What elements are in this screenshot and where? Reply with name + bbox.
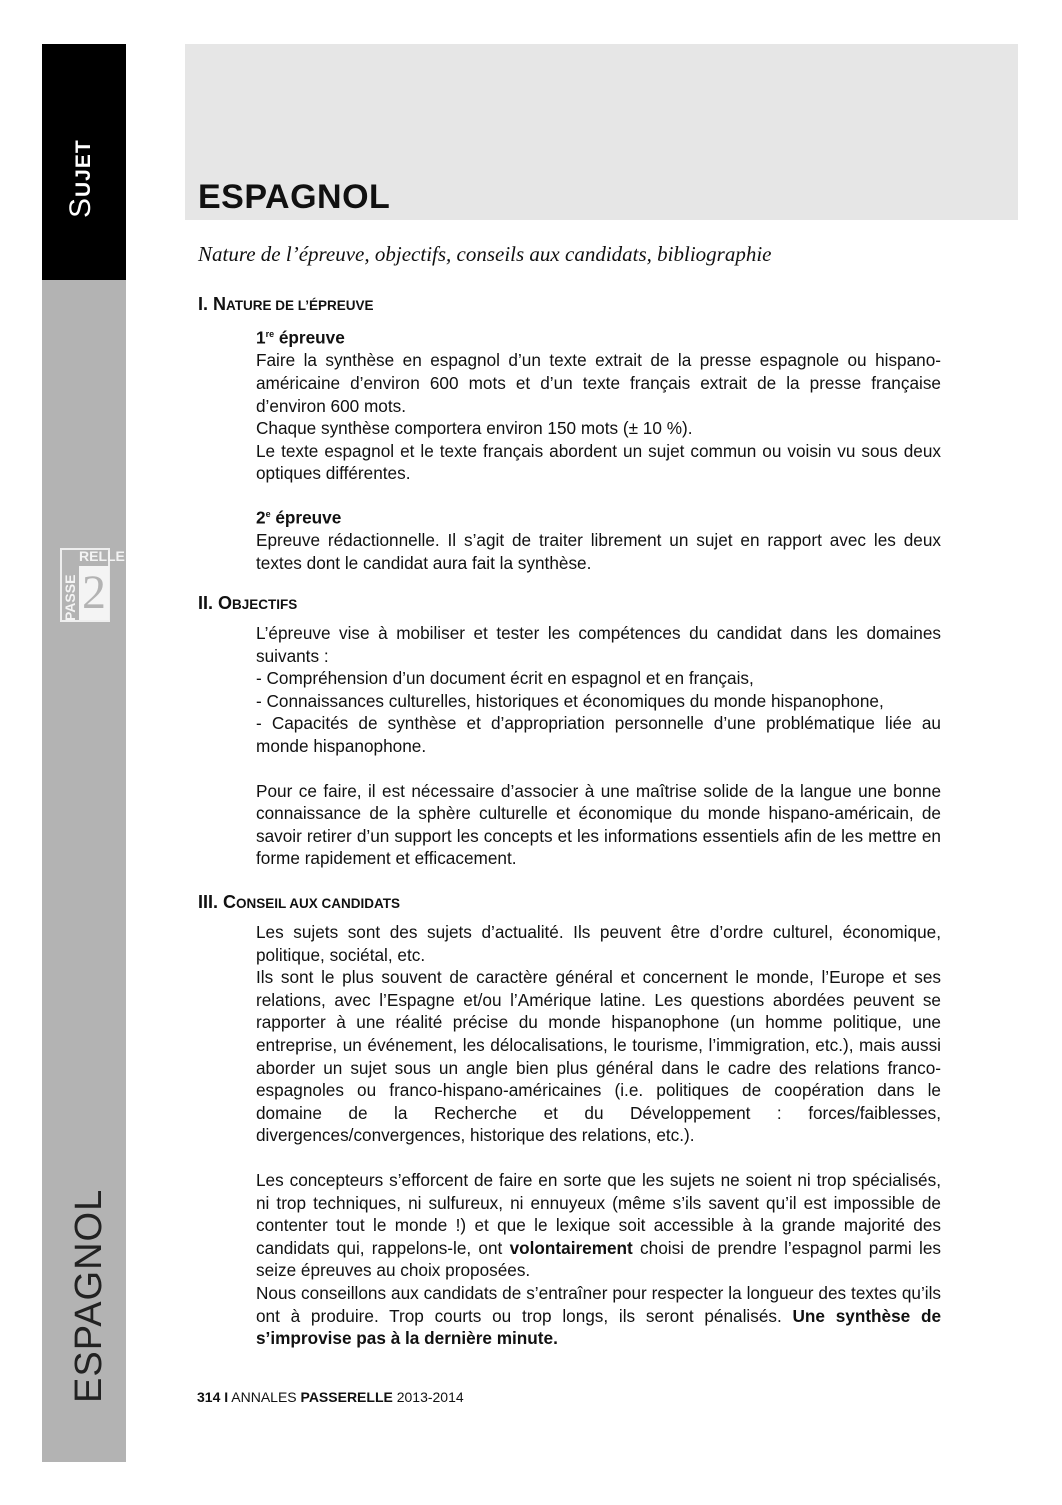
logo-passe: PASSE [62, 574, 78, 621]
paragraph: Faire la synthèse en espagnol d’un texte extrait de la presse espagnole ou hispano-américaine d’environ 600 mots et d’un texte français extrait de la presse française d’environ 600 mots. [256, 350, 941, 416]
epreuve-2-block [256, 503, 941, 575]
list-item: - Connaissances culturelles, historiques et économiques du monde hispanophone, [256, 690, 884, 711]
list-item: - Capacités de synthèse et d’appropriation personnelle d’une problématique liée au monde hispanophone. [256, 713, 941, 756]
paragraph: Ils sont le plus souvent de caractère général et concernent le monde, l’Europe et ses relations, avec l’Espagne et/ou l’Amérique latine. Les questions abordées peuvent se rapporter à une réalité précise du monde hispanophone (un homme politique, une entreprise, un événement, les délocalisations, le tourisme, l’immigration, etc.), mais aussi aborder un sujet sous un angle bien plus général dans le cadre des relations franco-espagnoles ou franco-hispano-américaines (i.e. politiques de coopération dans le domaine de la Recherche et du Développement : forces/faiblesses, divergences/convergences, historique des relations, etc.). [256, 967, 941, 1146]
paragraph: Nous conseillons aux candidats de s’entraîner pour respecter la longueur des textes qu’ils ont à produire. Trop courts ou trop longs, ils seront pénalisés. Une synthèse de s’improvise pas à la dernière minute. [256, 1282, 941, 1349]
paragraph: Chaque synthèse comportera environ 150 mots (± 10 %). [256, 418, 693, 439]
passerelle-2-logo [60, 548, 125, 622]
list-item: - Compréhension d’un document écrit en espagnol et en français, [256, 668, 754, 689]
page-title: ESPAGNOL [198, 178, 391, 216]
conseil-block [256, 921, 941, 1350]
paragraph: L’épreuve vise à mobiliser et tester les compétences du candidat dans les domaines suivants : [256, 623, 941, 666]
objectifs-block [256, 622, 941, 870]
epreuve-1-block [256, 323, 941, 485]
paragraph: Les concepteurs s’efforcent de faire en sorte que les sujets ne soient ni trop spécialisés, ni trop techniques, ni sulfureux, ni ennuyeux (même s’ils savent qu’il est impossible de contenter tout le monde !) et que le lexique soit accessible à la grande majorité des candidats qui, rappelons-le, ont volontairement choisi de prendre l’espagnol parmi les seize épreuves au choix proposées. [256, 1169, 941, 1281]
epreuve-2-heading: 2e épreuve [256, 507, 342, 528]
logo-2: 2 [79, 566, 109, 620]
paragraph: Le texte espagnol et le texte français abordent un sujet commun ou voisin vu sous deux optiques différentes. [256, 440, 941, 484]
section-heading-conseil: III. CONSEIL AUX CANDIDATS [198, 892, 401, 912]
epreuve-1-heading: 1re épreuve [256, 327, 345, 348]
paragraph: Pour ce faire, il est nécessaire d’associer à une maîtrise solide de la langue une bonne connaissance de la sphère culturelle et économique du monde hispano-américain, de savoir retirer d’un support les concepts et les informations essentiels afin de les mettre en forme rapidement et efficacement. [256, 780, 941, 869]
sidebar-espagnol-label: ESPAGNOL [68, 1188, 110, 1403]
page-subtitle: Nature de l’épreuve, objectifs, conseils aux candidats, bibliographie [198, 242, 772, 266]
page-footer: 314 I ANNALES PASSERELLE 2013-2014 [197, 1389, 464, 1405]
paragraph: Epreuve rédactionnelle. Il s’agit de traiter librement un sujet en rapport avec les deux textes dont le candidat aura fait la synthèse. [256, 530, 941, 573]
section-heading-nature: I. NATURE DE L’ÉPREUVE [198, 294, 374, 314]
section-heading-objectifs: II. OBJECTIFS [198, 593, 298, 613]
sidebar-sujet-label: SUJET [64, 139, 97, 218]
logo-relle: RELLE [79, 548, 125, 564]
paragraph: Les sujets sont des sujets d’actualité. Ils peuvent être d’ordre culturel, économique, politique, sociétal, etc. [256, 922, 941, 965]
